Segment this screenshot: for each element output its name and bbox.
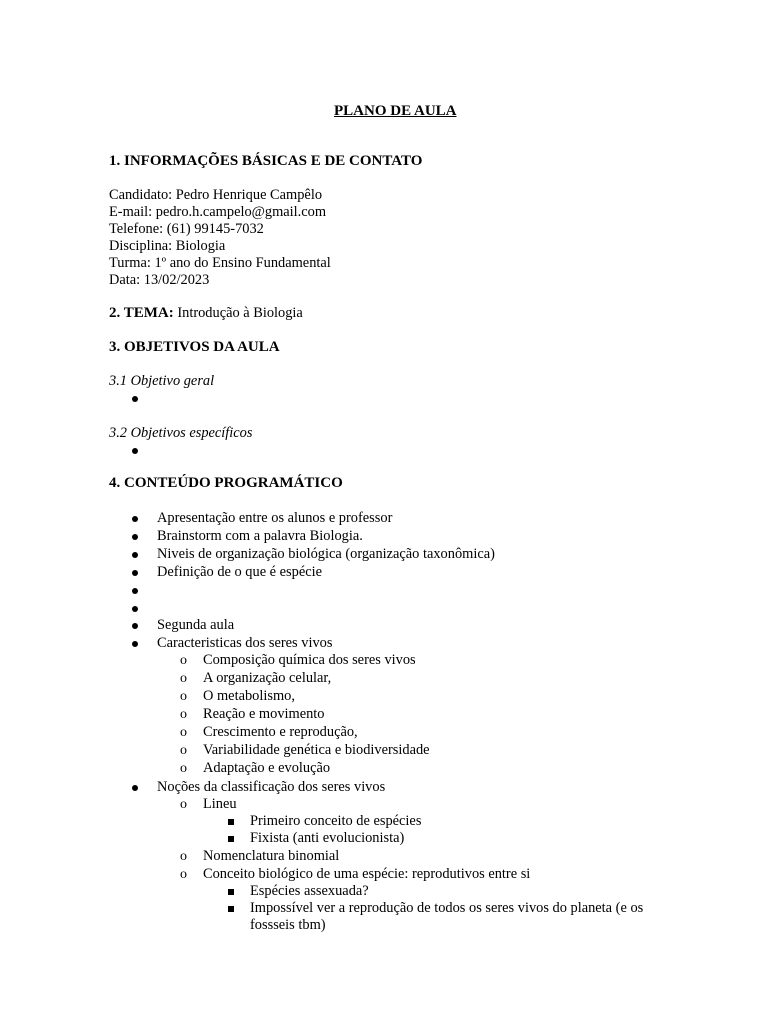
section-4-heading: 4. CONTEÚDO PROGRAMÁTICO bbox=[109, 475, 343, 491]
bullet-empty bbox=[132, 396, 138, 402]
list-item: Brainstorm com a palavra Biologia. bbox=[157, 528, 363, 544]
bullet bbox=[132, 516, 138, 522]
bullet bbox=[132, 785, 138, 791]
section-3-heading: 3. OBJETIVOS DA AULA bbox=[109, 339, 280, 355]
section-1-heading: 1. INFORMAÇÕES BÁSICAS E DE CONTATO bbox=[109, 153, 423, 169]
sub-sub-list-item: Impossível ver a reprodução de todos os seres vivos do planeta (e os fossseis tbm) bbox=[250, 900, 644, 933]
bullet-empty bbox=[132, 448, 138, 454]
tema-value: Introdução à Biologia bbox=[173, 305, 303, 321]
sub-list-item: A organização celular, bbox=[203, 670, 332, 686]
circle-marker: o bbox=[180, 707, 187, 722]
sub-list-item: Variabilidade genética e biodiversidade bbox=[203, 742, 430, 758]
sub-list-item: Lineu bbox=[203, 796, 237, 812]
circle-marker: o bbox=[180, 743, 187, 758]
bullet bbox=[132, 534, 138, 540]
bullet bbox=[132, 552, 138, 558]
tema-line bbox=[109, 305, 303, 322]
sub-list-item: Adaptação e evolução bbox=[203, 760, 331, 776]
list-item: Niveis de organização biológica (organização taxonômica) bbox=[157, 546, 495, 562]
list-item: Apresentação entre os alunos e professor bbox=[157, 510, 393, 526]
circle-marker: o bbox=[180, 849, 187, 864]
class-line: Turma: 1º ano do Ensino Fundamental bbox=[109, 255, 331, 271]
circle-marker: o bbox=[180, 653, 187, 668]
bullet bbox=[132, 623, 138, 629]
sub-list-item: O metabolismo, bbox=[203, 688, 295, 704]
date-line: Data: 13/02/2023 bbox=[109, 272, 210, 288]
phone-line: Telefone: (61) 99145-7032 bbox=[109, 221, 264, 237]
list-item: Segunda aula bbox=[157, 617, 235, 633]
sub-sub-list-item: Primeiro conceito de espécies bbox=[250, 813, 422, 829]
objective-specific-heading: 3.2 Objetivos específicos bbox=[109, 425, 253, 441]
bullet bbox=[132, 570, 138, 576]
sub-sub-list-item: Espécies assexuada? bbox=[250, 883, 369, 899]
discipline-line: Disciplina: Biologia bbox=[109, 238, 226, 254]
circle-marker: o bbox=[180, 671, 187, 686]
sub-list-item: Nomenclatura binomial bbox=[203, 848, 340, 864]
sub-list-item: Crescimento e reprodução, bbox=[203, 724, 358, 740]
tema-label: 2. TEMA: bbox=[109, 305, 174, 321]
list-item: Definição de o que é espécie bbox=[157, 564, 323, 580]
list-item: Caracteristicas dos seres vivos bbox=[157, 635, 333, 651]
candidate-line: Candidato: Pedro Henrique Campêlo bbox=[109, 187, 323, 203]
document-title: PLANO DE AULA bbox=[334, 103, 457, 119]
square-bullet bbox=[228, 906, 234, 912]
square-bullet bbox=[228, 889, 234, 895]
sub-sub-list-item: Fixista (anti evolucionista) bbox=[250, 830, 405, 846]
objective-general-heading: 3.1 Objetivo geral bbox=[109, 373, 215, 389]
list-item: Noções da classificação dos seres vivos bbox=[157, 779, 386, 795]
square-bullet bbox=[228, 836, 234, 842]
circle-marker: o bbox=[180, 797, 187, 812]
sub-list-item: Reação e movimento bbox=[203, 706, 325, 722]
circle-marker: o bbox=[180, 689, 187, 704]
bullet bbox=[132, 641, 138, 647]
sub-list-item: Conceito biológico de uma espécie: reprodutivos entre si bbox=[203, 866, 531, 882]
bullet-empty bbox=[132, 588, 138, 594]
email-line: E-mail: pedro.h.campelo@gmail.com bbox=[109, 204, 327, 220]
square-bullet bbox=[228, 819, 234, 825]
circle-marker: o bbox=[180, 867, 187, 882]
circle-marker: o bbox=[180, 725, 187, 740]
sub-list-item: Composição química dos seres vivos bbox=[203, 652, 416, 668]
bullet-empty bbox=[132, 606, 138, 612]
circle-marker: o bbox=[180, 761, 187, 776]
